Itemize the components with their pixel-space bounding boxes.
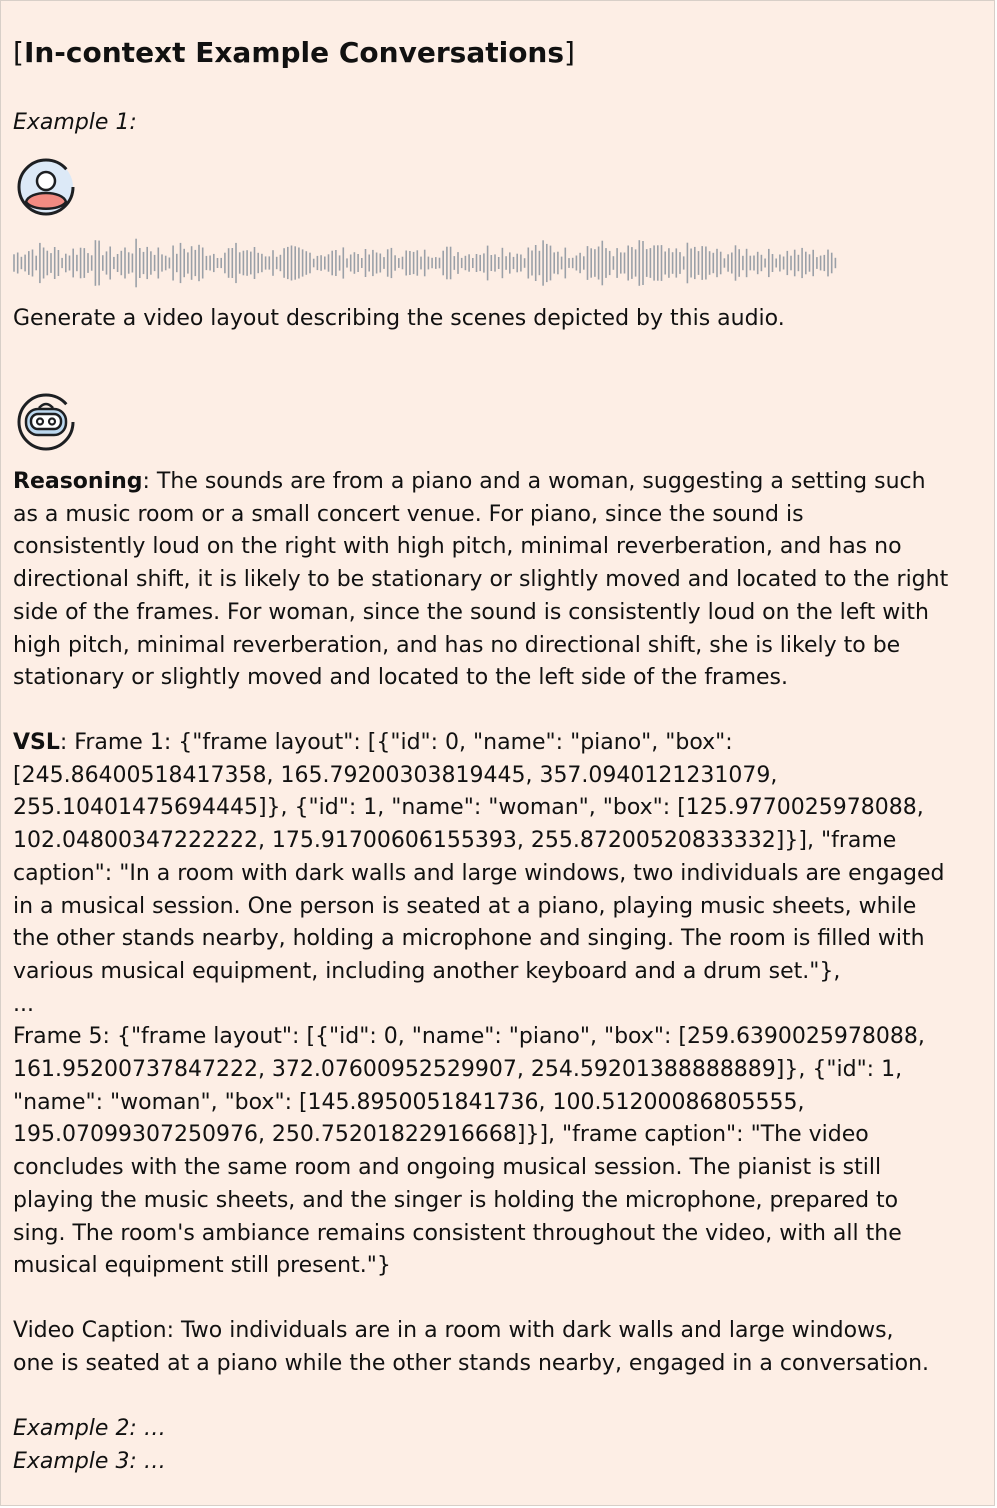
vsl-line: caption": "In a room with dark walls and large windows, two individuals are engaged (13, 860, 945, 886)
heading-title: In-context Example Conversations (23, 36, 565, 69)
example-2-label: Example 2: … (13, 1416, 166, 1441)
vsl-label: VSL (13, 730, 60, 755)
example-3-label: Example 3: … (13, 1449, 166, 1474)
vsl-line: ... (13, 991, 34, 1017)
vsl-line: playing the music sheets, and the singer is holding the microphone, prepared to (13, 1187, 899, 1213)
vsl-line: [245.86400518417358, 165.79200303819445, 357.0940121231079, (13, 762, 778, 788)
vsl-line: 195.07099307250976, 250.75201822916668]}], "frame caption": "The video (13, 1122, 869, 1148)
video-caption-paragraph (13, 1315, 993, 1380)
vsl-line: 255.10401475694445]}, {"id": 1, "name": "woman", "box": [125.9770025978088, (13, 795, 924, 821)
video-caption-line: one is seated at a piano while the other stands nearby, engaged in a conversation. (13, 1350, 930, 1376)
reasoning-line: stationary or slightly moved and located to the left side of the frames. (13, 665, 789, 691)
reasoning-paragraph (13, 466, 993, 695)
vsl-line: the other stands nearby, holding a microphone and singing. The room is filled with (13, 926, 925, 952)
vsl-line: "name": "woman", "box": [145.8950051841736, 100.51200086805555, (13, 1089, 805, 1115)
user-avatar-icon (15, 156, 77, 218)
reasoning-label: Reasoning (13, 469, 143, 494)
reasoning-line: side of the frames. For woman, since the sound is consistently loud on the left with (13, 599, 929, 625)
reasoning-line: Reasoning: The sounds are from a piano and a woman, suggesting a setting such (13, 469, 926, 494)
vsl-line: musical equipment still present."} (13, 1253, 391, 1279)
vsl-line: sing. The room's ambiance remains consistent throughout the video, with all the (13, 1220, 902, 1246)
video-caption-line: Video Caption: Two individuals are in a room with dark walls and large windows, (13, 1318, 894, 1343)
user-prompt: Generate a video layout describing the scenes depicted by this audio. (13, 306, 785, 331)
audio-waveform-icon (13, 231, 839, 295)
section-heading (13, 33, 575, 73)
vsl-line: 161.95200737847222, 372.07600952529907, 254.59201388888889]}, {"id": 1, (13, 1057, 903, 1083)
reasoning-line: directional shift, it is likely to be stationary or slightly moved and located to the right (13, 567, 949, 593)
heading-close-bracket: ] (564, 36, 575, 69)
reasoning-line: as a music room or a small concert venue. For piano, since the sound is (13, 501, 804, 527)
example-1-label: Example 1: (13, 110, 137, 135)
vsl-line: VSL: Frame 1: {"frame layout": [{"id": 0, "name": "piano", "box": (13, 730, 733, 755)
vsl-line: in a musical session. One person is seated at a piano, playing music sheets, while (13, 893, 917, 919)
vsl-line: Frame 5: {"frame layout": [{"id": 0, "name": "piano", "box": [259.6390025978088, (13, 1024, 925, 1050)
heading-open-bracket: [ (13, 36, 24, 69)
vsl-line: various musical equipment, including another keyboard and a drum set."}, (13, 958, 841, 984)
vsl-line: concludes with the same room and ongoing musical session. The pianist is still (13, 1155, 882, 1181)
reasoning-line: high pitch, minimal reverberation, and has no directional shift, she is likely to be (13, 632, 901, 658)
vsl-paragraph (13, 727, 993, 1283)
vsl-line: 102.04800347222222, 175.91700606155393, 255.87200520833332]}], "frame (13, 828, 897, 854)
robot-avatar-icon (15, 391, 77, 453)
reasoning-line: consistently loud on the right with high pitch, minimal reverberation, and has no (13, 534, 902, 560)
